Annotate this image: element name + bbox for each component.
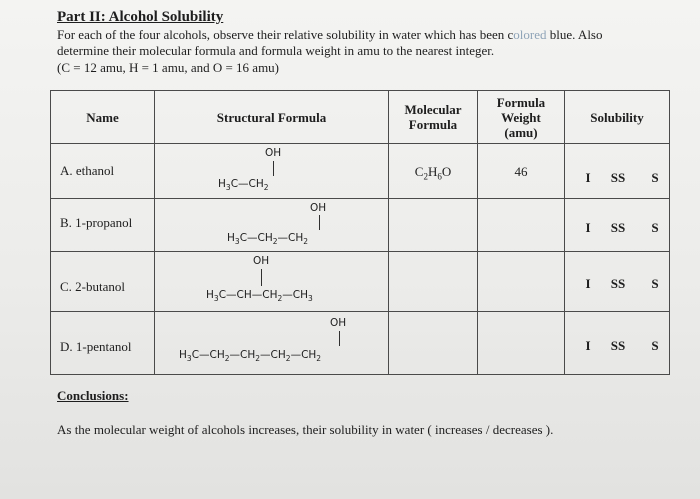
alcohol-name: A. ethanol (60, 163, 115, 178)
bond-line (273, 161, 274, 176)
formula-weight-value: 46 (514, 164, 528, 179)
solubility-option-slightly-soluble[interactable]: SS (610, 276, 626, 291)
carbon-chain: $H_3C—CH—CH_2—CH_3$ (206, 289, 313, 304)
solubility-option-slightly-soluble[interactable]: SS (610, 338, 626, 353)
molecular-formula-value (389, 164, 477, 182)
name-cell (51, 144, 155, 199)
solubility-option-slightly-soluble[interactable]: SS (610, 220, 626, 235)
formula-weight-cell[interactable] (478, 252, 565, 312)
atomic-masses-note: (C = 12 amu, H = 1 amu, and O = 16 amu) (57, 60, 280, 75)
conclusions-heading: Conclusions: (57, 388, 129, 403)
page-title: Part II: Alcohol Solubility (57, 9, 224, 25)
hydroxyl-group: OH (265, 147, 282, 159)
table-row (51, 312, 670, 375)
alcohol-name: B. 1-propanol (60, 215, 133, 230)
header-structural-formula: Structural Formula (155, 91, 389, 144)
solubility-option-slightly-soluble[interactable]: SS (610, 170, 626, 185)
instructions-faded-word: olored (513, 27, 547, 42)
structural-formula-cell (155, 252, 389, 312)
instructions-line-2: determine their molecular formula and formula weight in amu to the nearest integer. (57, 43, 495, 58)
alcohol-name: C. 2-butanol (60, 279, 125, 294)
solubility-options (565, 220, 669, 236)
header-molecular-line-2: Formula (408, 117, 458, 132)
solubility-option-insoluble[interactable]: I (585, 338, 591, 353)
alcohol-name: D. 1-pentanol (60, 339, 132, 354)
carbon-chain: $H_3C—CH_2—CH_2$ (227, 232, 309, 247)
header-weight-line-1: Formula (496, 94, 546, 110)
header-formula-weight (478, 91, 565, 144)
header-weight-line-3: (amu) (504, 124, 538, 140)
solubility-cell (565, 199, 670, 252)
table-row (51, 199, 670, 252)
formula-weight-cell[interactable] (478, 199, 565, 252)
solubility-option-insoluble[interactable]: I (585, 170, 591, 185)
solubility-options (565, 276, 669, 292)
solubility-option-soluble[interactable]: S (651, 170, 659, 185)
bond-line (261, 269, 262, 286)
header-solubility: Solubility (565, 91, 670, 144)
molecular-formula-cell[interactable] (389, 312, 478, 375)
name-cell (51, 199, 155, 252)
molecular-formula-cell[interactable] (389, 199, 478, 252)
conclusions-statement: As the molecular weight of alcohols increases, their solubility in water ( increases / decreases ). (57, 422, 554, 437)
name-cell (51, 252, 155, 312)
header-name: Name (51, 91, 155, 144)
instructions-line-1 (57, 27, 603, 42)
mf-hydrogen: H (427, 164, 438, 179)
table-row (51, 144, 670, 199)
mf-hydrogen-count: 6 (437, 171, 442, 182)
header-molecular-formula (389, 91, 478, 144)
structural-formula-cell (155, 199, 389, 252)
header-molecular-line-1: Molecular (404, 102, 462, 117)
mf-carbon-count: 2 (423, 171, 428, 182)
solubility-option-insoluble[interactable]: I (585, 220, 591, 235)
solubility-options (565, 170, 669, 186)
instructions-line-1-text: For each of the four alcohols, observe their relative solubility in water which has been c (57, 27, 514, 42)
structural-formula-cell (155, 144, 389, 199)
solubility-option-soluble[interactable]: S (651, 338, 659, 353)
hydroxyl-group: OH (330, 317, 347, 329)
carbon-chain: $H_3C—CH_2—CH_2—CH_2—CH_2$ (179, 349, 322, 364)
formula-weight-cell[interactable] (478, 312, 565, 375)
alcohol-solubility-table (50, 90, 670, 375)
formula-weight-cell[interactable] (478, 144, 565, 199)
header-weight-line-2: Weight (501, 109, 541, 125)
hydroxyl-group: OH (310, 202, 327, 214)
mf-oxygen: O (441, 164, 452, 179)
structural-formula-cell (155, 312, 389, 375)
table-row (51, 252, 670, 312)
solubility-cell (565, 144, 670, 199)
instructions-line-1-end: blue. Also (546, 27, 603, 42)
solubility-option-soluble[interactable]: S (651, 276, 659, 291)
table-header-row (51, 91, 670, 144)
mf-carbon: C (414, 164, 424, 179)
name-cell (51, 312, 155, 375)
carbon-chain: $H_3C—CH_2$ (218, 178, 269, 193)
solubility-cell (565, 312, 670, 375)
hydroxyl-group: OH (253, 255, 270, 267)
solubility-cell (565, 252, 670, 312)
solubility-options (565, 338, 669, 354)
bond-line (339, 331, 340, 346)
solubility-option-soluble[interactable]: S (651, 220, 659, 235)
molecular-formula-cell[interactable] (389, 252, 478, 312)
molecular-formula-cell[interactable] (389, 144, 478, 199)
solubility-option-insoluble[interactable]: I (585, 276, 591, 291)
bond-line (319, 215, 320, 230)
